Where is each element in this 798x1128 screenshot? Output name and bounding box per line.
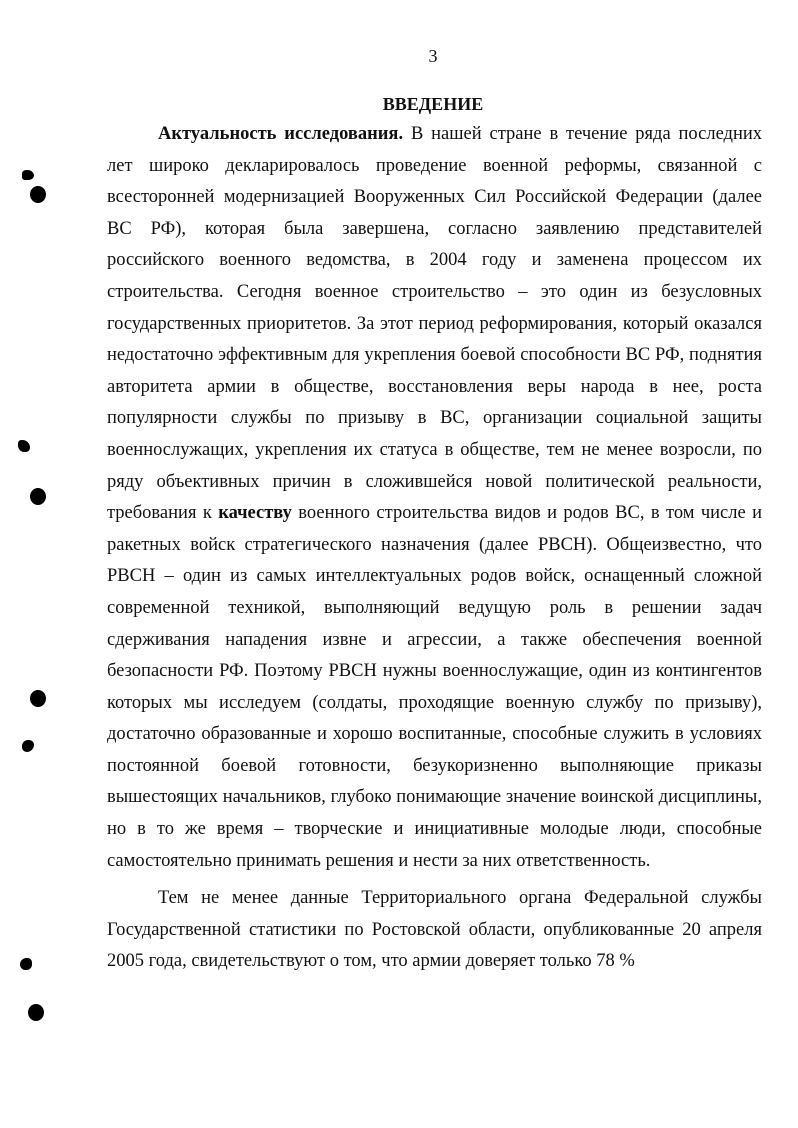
section-title: ВВЕДЕНИЕ [382,94,484,114]
scan-speck [22,170,34,180]
page-number: 3 [428,46,438,66]
body-text [107,119,762,978]
punch-hole [30,690,46,707]
scan-speck [20,958,32,970]
scan-speck [22,740,34,752]
paragraph-lead: Актуальность исследования. [158,124,404,144]
punch-hole [30,186,46,203]
paragraph-text: В нашей стране в течение ряда последних лет широко декларировалось проведение военной реформы, связанной с всесторонней модернизацией Вооруженных Сил Российской Федерации (далее ВС РФ), которая была завершена, согласно заявлению представителей российского военного ведомства, в 2004 году и заменена процессом их строительства. Сегодня военное строительство – это один из безусловных государственных приоритетов. За этот период реформирования, который оказался недостаточно эффективным для укрепления боевой способности ВС РФ, поднятия авторитета армии в обществе, восстановления веры народа в нее, роста популярности службы по призыву в ВС, организации социальной защиты военнослужащих, укрепления их статуса в обществе, тем не менее возросли, по ряду объективных причин в сложившейся новой политической реальности, требования к [107,124,763,524]
emphasized-word: качеству [218,503,292,524]
paragraph-text: военного строительства видов и родов ВС, в том числе и ракетных войск стратегического назначения (далее РВСН). Общеизвестно, что РВСН – один из самых интеллектуальных родов войск, оснащенный сложной современной техникой, выполняющий ведущую роль в решении задач сдерживания нападения извне и агрессии, а также обеспечения военной безопасности РФ. Поэтому РВСН нужны военнослужащие, один из контингентов которых мы исследуем (солдаты, проходящие военную службу по призыву), достаточно образованные и хорошо воспитанные, способные служить в условиях постоянной боевой готовности, безукоризненно выполняющие приказы вышестоящих начальников, глубоко понимающие значение воинской дисциплины, но в то же время – творческие и инициативные молодые люди, способные самостоятельно принимать решения и нести за них ответственность. [107,503,763,871]
punch-hole [28,1004,44,1021]
scan-speck [18,440,30,452]
paragraph-relevance [107,119,762,877]
paragraph-statistics: Тем не менее данные Территориального органа Федеральной службы Государственной статистики по Ростовской области, опубликованные 20 апреля 2005 года, свидетельствуют о том, что армии доверяет только 78 % [107,888,762,972]
punch-hole [30,488,46,505]
